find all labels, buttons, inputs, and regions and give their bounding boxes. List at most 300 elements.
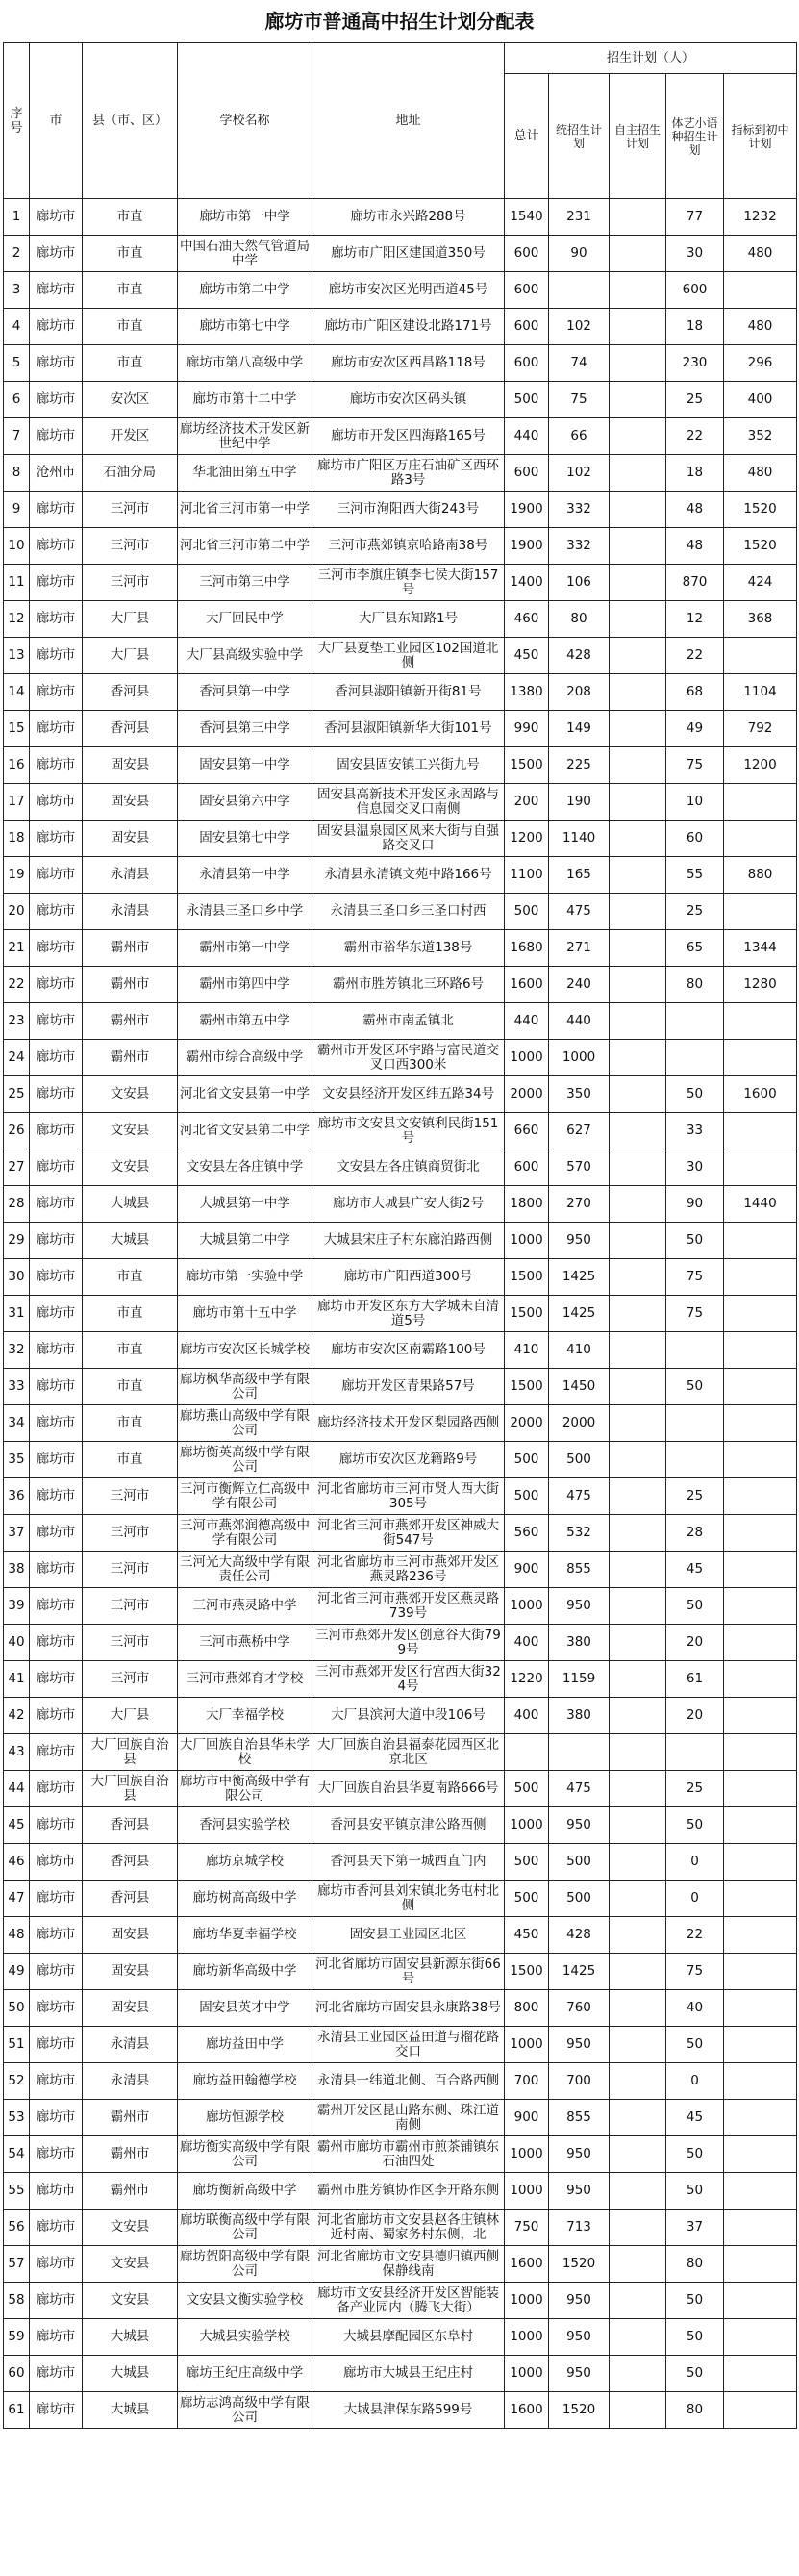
address-cell: 文安县经济开发区纬五路34号 [312,1076,505,1113]
table-row [4,1844,797,1881]
quota-cell: 792 [724,711,797,747]
total-cell: 560 [505,1515,549,1552]
quota-cell: 1520 [724,528,797,565]
school-cell: 廊坊市安次区长城学校 [178,1332,312,1369]
county-cell: 大城县 [83,1186,178,1223]
unified-cell: 149 [549,711,610,747]
address-cell: 廊坊市大城县广安大街2号 [312,1186,505,1223]
address-cell: 大厂回族自治县华夏南路666号 [312,1771,505,1807]
quota-cell: 424 [724,565,797,601]
city-cell: 廊坊市 [30,236,83,272]
quota-cell [724,1734,797,1771]
arts-cell: 68 [666,674,724,711]
independent-cell [610,272,666,309]
total-cell: 600 [505,455,549,492]
seq-cell: 42 [4,1698,30,1734]
table-row [4,1186,797,1223]
arts-cell: 75 [666,1296,724,1332]
table-row [4,345,797,382]
city-cell: 廊坊市 [30,492,83,528]
independent-cell [610,309,666,345]
total-cell: 500 [505,1881,549,1917]
unified-cell: 1520 [549,2392,610,2429]
seq-cell: 31 [4,1296,30,1332]
arts-cell: 50 [666,2027,724,2063]
independent-cell [610,1003,666,1040]
table-row [4,1259,797,1296]
county-cell: 固安县 [83,1917,178,1954]
county-cell: 三河市 [83,528,178,565]
table-row [4,711,797,747]
address-cell: 霸州市胜芳镇协作区李开路东侧 [312,2173,505,2210]
county-cell: 市直 [83,272,178,309]
seq-cell: 40 [4,1625,30,1661]
address-cell: 大城县宋庄子村东廊泊路西侧 [312,1223,505,1259]
county-cell: 大厂回族自治县 [83,1771,178,1807]
unified-cell: 106 [549,565,610,601]
independent-cell [610,1076,666,1113]
arts-cell: 600 [666,272,724,309]
address-cell: 霸州市南孟镇北 [312,1003,505,1040]
independent-cell [610,784,666,821]
unified-cell [549,272,610,309]
arts-cell: 61 [666,1661,724,1698]
arts-cell: 870 [666,565,724,601]
county-cell: 市直 [83,1442,178,1478]
address-cell: 廊坊开发区青果路57号 [312,1369,505,1405]
quota-cell [724,1771,797,1807]
unified-cell: 2000 [549,1405,610,1442]
table-row [4,638,797,674]
city-cell: 廊坊市 [30,1149,83,1186]
seq-cell: 50 [4,1990,30,2027]
unified-cell: 950 [549,2136,610,2173]
address-cell: 霸州开发区昆山路东侧、珠江道南侧 [312,2100,505,2136]
unified-cell: 380 [549,1698,610,1734]
city-cell: 廊坊市 [30,1259,83,1296]
arts-cell [666,1003,724,1040]
quota-cell [724,1296,797,1332]
arts-cell: 12 [666,601,724,638]
unified-cell: 950 [549,2319,610,2356]
school-cell: 廊坊衡英高级中学有限公司 [178,1442,312,1478]
independent-cell [610,2063,666,2100]
arts-cell: 40 [666,1990,724,2027]
quota-cell [724,2210,797,2246]
city-cell: 廊坊市 [30,2063,83,2100]
total-cell: 460 [505,601,549,638]
quota-cell: 880 [724,857,797,894]
school-cell: 廊坊益田翰德学校 [178,2063,312,2100]
quota-cell: 1280 [724,967,797,1003]
quota-cell: 1440 [724,1186,797,1223]
quota-cell [724,638,797,674]
total-cell: 1500 [505,1296,549,1332]
city-cell: 廊坊市 [30,2027,83,2063]
school-cell: 廊坊华夏幸福学校 [178,1917,312,1954]
table-row [4,272,797,309]
school-cell: 廊坊市第二中学 [178,272,312,309]
total-cell: 1000 [505,1588,549,1625]
total-cell: 440 [505,1003,549,1040]
school-cell: 文安县文衡实验学校 [178,2283,312,2319]
unified-cell: 1520 [549,2246,610,2283]
arts-cell: 50 [666,1807,724,1844]
seq-cell: 14 [4,674,30,711]
school-cell: 固安县第七中学 [178,821,312,857]
table-row [4,930,797,967]
county-cell: 大厂县 [83,1698,178,1734]
total-cell: 1200 [505,821,549,857]
county-cell: 大城县 [83,2392,178,2429]
unified-cell: 500 [549,1881,610,1917]
seq-cell: 28 [4,1186,30,1223]
arts-cell: 30 [666,1149,724,1186]
independent-cell [610,1149,666,1186]
total-cell: 500 [505,894,549,930]
school-cell: 河北省三河市第一中学 [178,492,312,528]
arts-cell: 60 [666,821,724,857]
address-cell: 霸州市开发区环宇路与富民道交叉口西300米 [312,1040,505,1076]
address-cell: 廊坊市安次区西昌路118号 [312,345,505,382]
school-cell: 中国石油天然气管道局中学 [178,236,312,272]
arts-cell: 50 [666,2173,724,2210]
city-cell: 沧州市 [30,455,83,492]
school-cell: 廊坊市第一中学 [178,199,312,236]
seq-cell: 23 [4,1003,30,1040]
header-independent: 自主招生计划 [610,74,666,199]
table-row [4,1807,797,1844]
table-row [4,1040,797,1076]
table-row [4,857,797,894]
arts-cell: 28 [666,1515,724,1552]
table-row [4,455,797,492]
county-cell: 固安县 [83,821,178,857]
seq-cell: 56 [4,2210,30,2246]
quota-cell [724,2356,797,2392]
total-cell: 1500 [505,1954,549,1990]
table-row [4,2063,797,2100]
table-row [4,821,797,857]
county-cell: 三河市 [83,1478,178,1515]
table-row [4,2136,797,2173]
arts-cell: 48 [666,528,724,565]
school-cell: 大城县第二中学 [178,1223,312,1259]
table-row [4,2027,797,2063]
school-cell: 大城县第一中学 [178,1186,312,1223]
school-cell: 固安县英才中学 [178,1990,312,2027]
independent-cell [610,1478,666,1515]
total-cell: 1000 [505,2136,549,2173]
city-cell: 廊坊市 [30,1076,83,1113]
school-cell: 廊坊树高高级中学 [178,1881,312,1917]
quota-cell: 400 [724,382,797,418]
school-cell: 廊坊联衡高级中学有限公司 [178,2210,312,2246]
independent-cell [610,601,666,638]
total-cell: 900 [505,2100,549,2136]
seq-cell: 25 [4,1076,30,1113]
arts-cell: 25 [666,894,724,930]
arts-cell: 50 [666,2356,724,2392]
address-cell: 河北省廊坊市文安县赵各庄镇林近村南、蜀家务村东侧，北 [312,2210,505,2246]
arts-cell [666,1734,724,1771]
county-cell: 文安县 [83,1113,178,1149]
arts-cell: 37 [666,2210,724,2246]
unified-cell: 410 [549,1332,610,1369]
quota-cell: 352 [724,418,797,455]
city-cell: 廊坊市 [30,1771,83,1807]
school-cell: 永清县三圣口乡中学 [178,894,312,930]
arts-cell: 25 [666,382,724,418]
table-row [4,1149,797,1186]
seq-cell: 30 [4,1259,30,1296]
county-cell: 市直 [83,1332,178,1369]
quota-cell: 480 [724,236,797,272]
quota-cell [724,894,797,930]
table-row [4,967,797,1003]
address-cell: 河北省三河市燕郊开发区燕灵路739号 [312,1588,505,1625]
arts-cell: 48 [666,492,724,528]
school-cell: 三河市燕灵路中学 [178,1588,312,1625]
county-cell: 香河县 [83,674,178,711]
total-cell: 800 [505,1990,549,2027]
quota-cell [724,2319,797,2356]
address-cell: 廊坊市安次区龙籍路9号 [312,1442,505,1478]
quota-cell [724,2283,797,2319]
city-cell: 廊坊市 [30,930,83,967]
address-cell: 大厂县东知路1号 [312,601,505,638]
unified-cell: 74 [549,345,610,382]
seq-cell: 37 [4,1515,30,1552]
seq-cell: 19 [4,857,30,894]
address-cell: 大城县摩配园区东阜村 [312,2319,505,2356]
independent-cell [610,1734,666,1771]
quota-cell: 1520 [724,492,797,528]
address-cell: 大城县津保东路599号 [312,2392,505,2429]
school-cell: 廊坊贺阳高级中学有限公司 [178,2246,312,2283]
city-cell: 廊坊市 [30,1332,83,1369]
county-cell: 市直 [83,236,178,272]
county-cell: 石油分局 [83,455,178,492]
school-cell: 廊坊新华高级中学 [178,1954,312,1990]
table-row [4,1990,797,2027]
independent-cell [610,1369,666,1405]
unified-cell: 475 [549,894,610,930]
city-cell: 廊坊市 [30,1844,83,1881]
city-cell: 廊坊市 [30,1881,83,1917]
total-cell: 500 [505,382,549,418]
seq-cell: 43 [4,1734,30,1771]
seq-cell: 8 [4,455,30,492]
total-cell: 2000 [505,1405,549,1442]
arts-cell: 49 [666,711,724,747]
independent-cell [610,236,666,272]
school-cell: 三河市衡辉立仁高级中学有限公司 [178,1478,312,1515]
address-cell: 河北省廊坊市三河市贤人西大街305号 [312,1478,505,1515]
total-cell: 500 [505,1478,549,1515]
arts-cell [666,1040,724,1076]
quota-cell: 368 [724,601,797,638]
school-cell: 廊坊市第七中学 [178,309,312,345]
table-body [4,199,797,2429]
table-row [4,418,797,455]
table-row [4,565,797,601]
quota-cell [724,2027,797,2063]
independent-cell [610,1954,666,1990]
county-cell: 文安县 [83,1149,178,1186]
city-cell: 廊坊市 [30,821,83,857]
unified-cell: 350 [549,1076,610,1113]
total-cell: 450 [505,638,549,674]
county-cell: 文安县 [83,1076,178,1113]
independent-cell [610,2356,666,2392]
county-cell: 市直 [83,1296,178,1332]
page-title: 廊坊市普通高中招生计划分配表 [264,10,535,33]
total-cell: 660 [505,1113,549,1149]
arts-cell [666,1405,724,1442]
school-cell: 固安县第六中学 [178,784,312,821]
table-row [4,1917,797,1954]
header-unified: 统招生计划 [549,74,610,199]
county-cell: 永清县 [83,857,178,894]
address-cell: 固安县固安镇工兴街九号 [312,747,505,784]
arts-cell: 80 [666,2392,724,2429]
seq-cell: 48 [4,1917,30,1954]
unified-cell: 190 [549,784,610,821]
seq-cell: 1 [4,199,30,236]
seq-cell: 12 [4,601,30,638]
unified-cell: 1000 [549,1040,610,1076]
county-cell: 香河县 [83,711,178,747]
seq-cell: 53 [4,2100,30,2136]
city-cell: 廊坊市 [30,711,83,747]
arts-cell: 80 [666,967,724,1003]
address-cell: 大厂县滨河大道中段106号 [312,1698,505,1734]
seq-cell: 57 [4,2246,30,2283]
table-row [4,747,797,784]
city-cell: 廊坊市 [30,528,83,565]
city-cell: 廊坊市 [30,418,83,455]
school-cell: 大厂回民中学 [178,601,312,638]
unified-cell: 855 [549,2100,610,2136]
quota-cell [724,1552,797,1588]
total-cell: 1000 [505,1807,549,1844]
unified-cell: 225 [549,747,610,784]
county-cell: 永清县 [83,2027,178,2063]
school-cell: 河北省文安县第一中学 [178,1076,312,1113]
seq-cell: 36 [4,1478,30,1515]
school-cell: 廊坊市第八高级中学 [178,345,312,382]
independent-cell [610,1296,666,1332]
table-row [4,492,797,528]
county-cell: 大城县 [83,1223,178,1259]
table-row [4,1442,797,1478]
table-row [4,1478,797,1515]
city-cell: 廊坊市 [30,601,83,638]
seq-cell: 49 [4,1954,30,1990]
table-row [4,1661,797,1698]
table-row [4,2319,797,2356]
unified-cell: 332 [549,528,610,565]
unified-cell: 1425 [549,1296,610,1332]
quota-cell: 1200 [724,747,797,784]
table-row [4,199,797,236]
quota-cell [724,1003,797,1040]
unified-cell: 713 [549,2210,610,2246]
address-cell: 香河县淑阳镇新华大街101号 [312,711,505,747]
quota-cell: 296 [724,345,797,382]
unified-cell: 1450 [549,1369,610,1405]
unified-cell: 950 [549,2283,610,2319]
school-cell: 三河市燕桥中学 [178,1625,312,1661]
address-cell: 廊坊市永兴路288号 [312,199,505,236]
school-cell: 霸州市第四中学 [178,967,312,1003]
unified-cell: 332 [549,492,610,528]
independent-cell [610,2136,666,2173]
address-cell: 河北省三河市燕郊开发区神威大街547号 [312,1515,505,1552]
school-cell: 香河县实验学校 [178,1807,312,1844]
table-row [4,309,797,345]
city-cell: 廊坊市 [30,1186,83,1223]
arts-cell [666,1442,724,1478]
county-cell: 香河县 [83,1844,178,1881]
county-cell: 霸州市 [83,930,178,967]
unified-cell: 271 [549,930,610,967]
seq-cell: 26 [4,1113,30,1149]
address-cell: 廊坊市安次区码头镇 [312,382,505,418]
arts-cell: 25 [666,1771,724,1807]
city-cell: 廊坊市 [30,2173,83,2210]
address-cell: 固安县工业园区北区 [312,1917,505,1954]
independent-cell [610,565,666,601]
arts-cell: 75 [666,747,724,784]
independent-cell [610,638,666,674]
county-cell: 三河市 [83,1625,178,1661]
arts-cell: 22 [666,418,724,455]
table-row [4,1881,797,1917]
school-cell: 廊坊衡新高级中学 [178,2173,312,2210]
table-row [4,1223,797,1259]
address-cell: 永清县工业园区益田道与榴花路交口 [312,2027,505,2063]
total-cell: 1400 [505,565,549,601]
county-cell: 三河市 [83,1661,178,1698]
total-cell: 1500 [505,747,549,784]
arts-cell: 20 [666,1625,724,1661]
quota-cell [724,1807,797,1844]
quota-cell [724,821,797,857]
independent-cell [610,1990,666,2027]
table-row [4,1369,797,1405]
seq-cell: 4 [4,309,30,345]
unified-cell: 75 [549,382,610,418]
arts-cell: 18 [666,309,724,345]
seq-cell: 59 [4,2319,30,2356]
total-cell: 750 [505,2210,549,2246]
arts-cell: 75 [666,1259,724,1296]
total-cell: 450 [505,1917,549,1954]
quota-cell [724,1113,797,1149]
independent-cell [610,1625,666,1661]
header-school: 学校名称 [178,43,312,199]
unified-cell: 1140 [549,821,610,857]
table-row [4,1332,797,1369]
city-cell: 廊坊市 [30,199,83,236]
unified-cell: 66 [549,418,610,455]
table-row [4,2100,797,2136]
seq-cell: 33 [4,1369,30,1405]
total-cell: 1500 [505,1259,549,1296]
unified-cell: 208 [549,674,610,711]
